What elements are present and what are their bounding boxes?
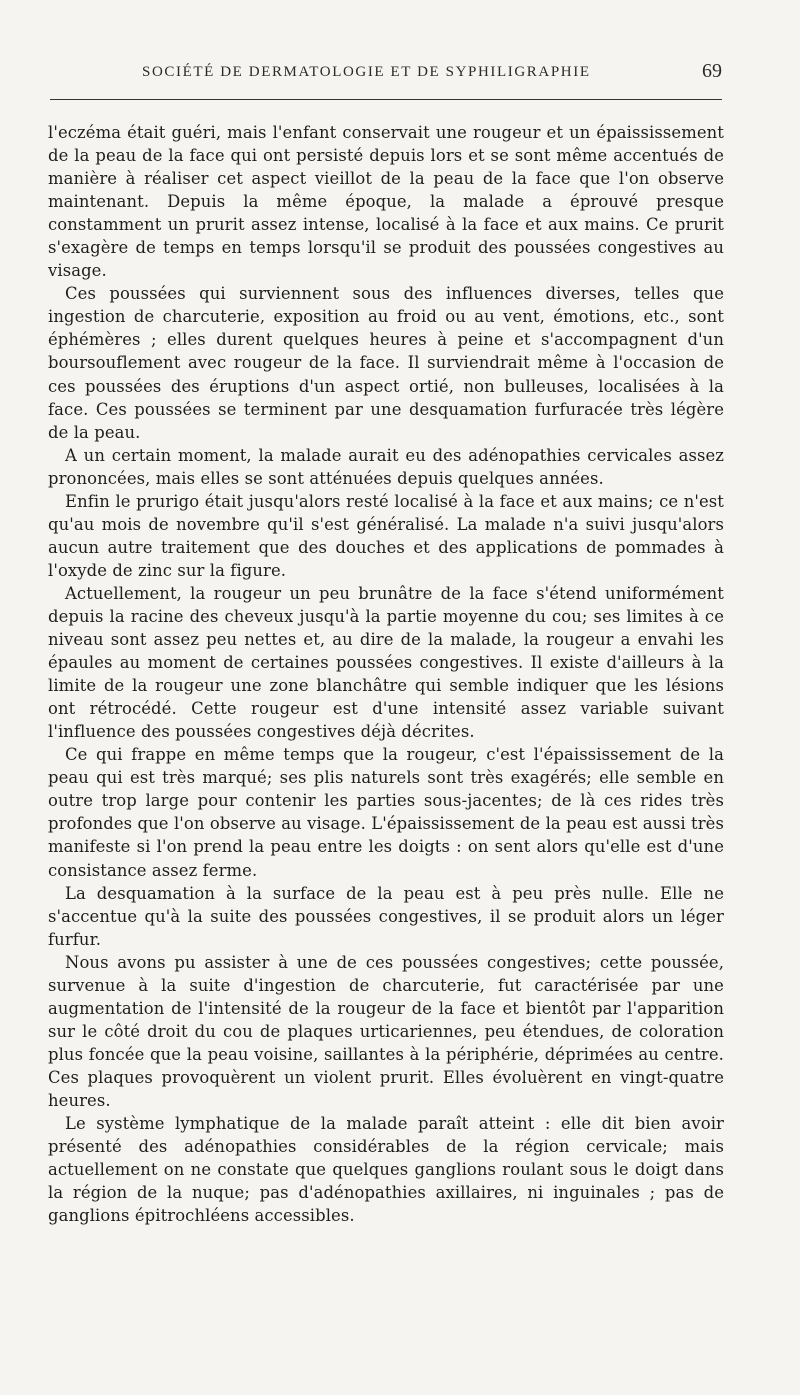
paragraph: Enfin le prurigo était jusqu'alors resté localisé à la face et aux mains; ce n'est qu'au mois de novembre qu'il s'est généralisé. La malade n'a suivi jusqu'alors aucun autre traitement que des douches et des applications de pommades à l'oxyde de zinc sur la figure.: [48, 491, 724, 580]
paragraph: A un certain moment, la malade aurait eu des adénopathies cervicales assez prononcées, mais elles se sont atténuées depuis quelques années.: [48, 445, 724, 488]
body-text: [48, 121, 724, 1227]
paragraph: Ces poussées qui surviennent sous des influences diverses, telles que ingestion de charcuterie, exposition au froid ou au vent, émotions, etc., sont éphémères ; elles durent quelques heures à peine et s'accompagnent d'un boursouflement avec rougeur de la face. Il surviendrait même à l'occasion de ces poussées des éruptions d'un aspect ortié, non bulleuses, localisées à la face. Ces poussées se terminent par une desquamation furfuracée très légère de la peau.: [48, 284, 724, 442]
paragraph: Nous avons pu assister à une de ces poussées congestives; cette poussée, survenue à la suite d'ingestion de charcuterie, fut caractérisée par une augmentation de l'intensité de la rougeur de la face et bientôt par l'apparition sur le côté droit du cou de plaques urticariennes, peu étendues, de coloration plus foncée que la peau voisine, saillantes à la périphérie, déprimées au centre. Ces plaques provoquèrent un violent prurit. Elles évoluèrent en vingt-quatre heures.: [48, 952, 724, 1110]
running-header-title: SOCIÉTÉ DE DERMATOLOGIE ET DE SYPHILIGRAPHIE: [142, 64, 591, 80]
paragraph: l'eczéma était guéri, mais l'enfant conservait une rougeur et un épaississement de la peau de la face qui ont persisté depuis lors et se sont même accentués de manière à réaliser cet aspect vieillot de la peau de la face que l'on observe maintenant. Depuis la même époque, la malade a éprouvé presque constamment un prurit assez intense, localisé à la face et aux mains. Ce prurit s'exagère de temps en temps lorsqu'il se produit des poussées congestives au visage.: [48, 123, 724, 281]
header-rule: [50, 99, 722, 100]
paragraph: Ce qui frappe en même temps que la rougeur, c'est l'épaississement de la peau qui est très marqué; ses plis naturels sont très exagérés; elle semble en outre trop large pour contenir les parties sous-jacentes; de là ces rides très profondes que l'on observe au visage. L'épaississement de la peau est aussi très manifeste si l'on prend la peau entre les doigts : on sent alors qu'elle est d'une consistance assez ferme.: [48, 745, 724, 880]
page-number: 69: [702, 60, 722, 82]
paragraph: Le système lymphatique de la malade paraît atteint : elle dit bien avoir présenté des adénopathies considérables de la région cervicale; mais actuellement on ne constate que quelques ganglions roulant sous le doigt dans la région de la nuque; pas d'adénopathies axillaires, ni inguinales ; pas de ganglions épitrochléens accessibles.: [48, 1114, 724, 1226]
paragraph: La desquamation à la surface de la peau est à peu près nulle. Elle ne s'accentue qu'à la suite des poussées congestives, il se produit alors un léger furfur.: [48, 883, 724, 949]
running-header: [50, 60, 722, 90]
paragraph: Actuellement, la rougeur un peu brunâtre de la face s'étend uniformément depuis la racine des cheveux jusqu'à la partie moyenne du cou; ses limites à ce niveau sont assez peu nettes et, au dire de la malade, la rougeur a envahi les épaules au moment de certaines poussées congestives. Il existe d'ailleurs à la limite de la rougeur une zone blanchâtre qui semble indiquer que les lésions ont rétrocédé. Cette rougeur est d'une intensité assez variable suivant l'influence des poussées congestives déjà décrites.: [48, 583, 724, 742]
